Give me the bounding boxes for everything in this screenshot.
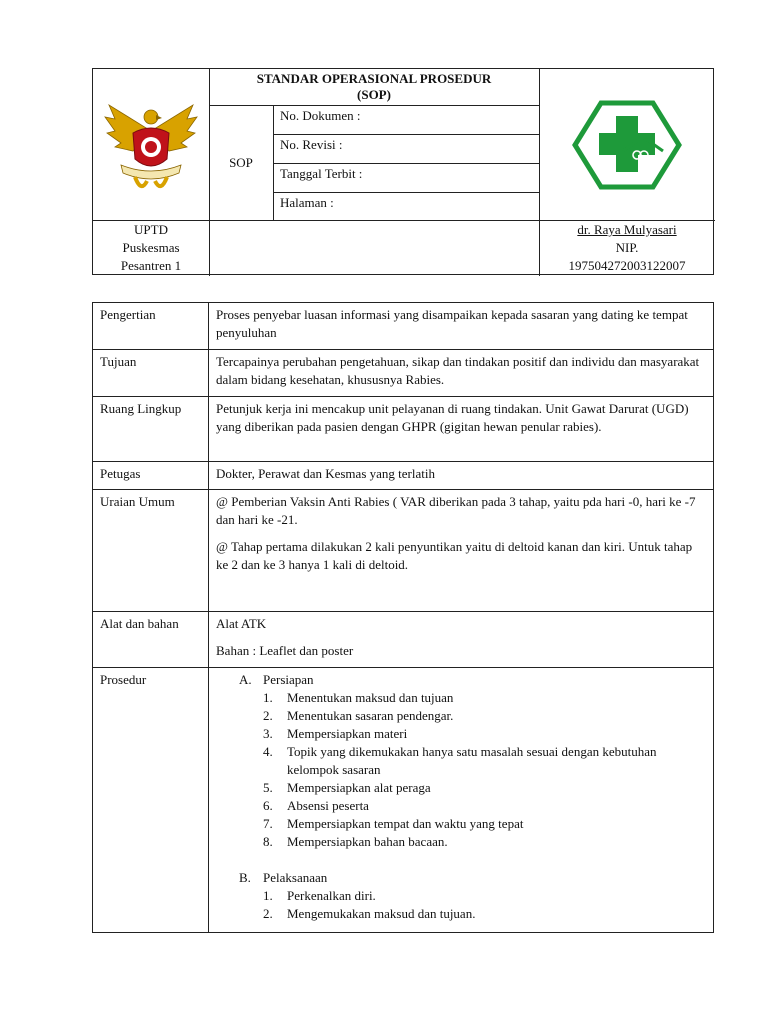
sop-header-table: [92, 68, 714, 275]
list-item-text: Topik yang dikemukakan hanya satu masalah sesuai dengan kebutuhan kelompok sasaran: [287, 744, 657, 777]
row-pengertian: [93, 303, 713, 350]
list-item-number: 8.: [263, 834, 273, 849]
list-item: [263, 743, 706, 779]
list-item-text: Menentukan sasaran pendengar.: [287, 708, 454, 723]
document-number-field: No. Dokumen :: [280, 108, 361, 123]
list-item: [263, 905, 706, 923]
puskesmas-logo: [539, 69, 715, 220]
row-label: Prosedur: [93, 668, 209, 932]
list-item-number: 1.: [263, 888, 273, 903]
row-content: Petunjuk kerja ini mencakup unit pelayanan di ruang tindakan. Unit Gawat Darurat (UGD) yang diberikan pada pasien dengan GHPR (gigitan hewan penular rabies).: [216, 401, 689, 434]
row-label: Tujuan: [93, 350, 209, 396]
list-item-number: 2.: [263, 906, 273, 921]
row-label: Petugas: [93, 462, 209, 489]
regency-emblem-logo: [93, 69, 209, 220]
section-heading: [239, 869, 706, 887]
row-content: Tercapainya perubahan pengetahuan, sikap dan tindakan positif dan individu dan masyarakat dalam bidang kesehatan, khususnya Rabies.: [216, 354, 700, 387]
list-item: [263, 887, 706, 905]
section-title: Pelaksanaan: [263, 870, 328, 885]
tools-text: Alat ATK: [216, 616, 267, 631]
paragraph: @ Pemberian Vaksin Anti Rabies ( VAR diberikan pada 3 tahap, yaitu pda hari -0, hari ke -7 dan hari ke -21.: [216, 494, 696, 527]
revision-number-field: No. Revisi :: [280, 137, 343, 152]
signatory-nip: 197504272003122007: [568, 258, 686, 273]
list-item-text: Mempersiapkan alat peraga: [287, 780, 431, 795]
list-item: [263, 689, 706, 707]
list-item-text: Perkenalkan diri.: [287, 888, 376, 903]
row-label: Alat dan bahan: [93, 612, 209, 667]
list-item-text: Menentukan maksud dan tujuan: [287, 690, 454, 705]
puskesmas-cross-icon: [571, 99, 683, 191]
list-item: [263, 779, 706, 797]
page-field: Halaman :: [280, 195, 334, 210]
row-label: Uraian Umum: [93, 490, 209, 611]
list-item-text: Absensi peserta: [287, 798, 369, 813]
signatory-block: [539, 220, 715, 276]
row-label: Pengertian: [93, 303, 209, 349]
list-item-text: Mengemukakan maksud dan tujuan.: [287, 906, 476, 921]
section-letter: A.: [239, 672, 252, 687]
list-item-number: 2.: [263, 708, 273, 723]
procedure-steps: [216, 671, 706, 923]
paragraph: @ Tahap pertama dilakukan 2 kali penyuntikan yaitu di deltoid kanan dan kiri. Untuk tahap ke 2 dan ke 3 hanya 1 kali di deltoid.: [216, 539, 693, 572]
row-prosedur: [93, 668, 713, 932]
list-item-text: Mempersiapkan bahan bacaan.: [287, 834, 448, 849]
signatory-name: dr. Raya Mulyasari: [577, 222, 677, 237]
preparation-list: [239, 689, 706, 851]
row-alat-bahan: [93, 612, 713, 668]
row-content: [209, 668, 713, 932]
row-content: [209, 490, 713, 611]
list-item: [263, 725, 706, 743]
document-title: [209, 69, 539, 105]
list-item: [263, 833, 706, 851]
signatory-nip-label: NIP.: [615, 240, 639, 255]
list-item-number: 4.: [263, 744, 273, 759]
row-content: [209, 612, 713, 667]
materials-text: Bahan : Leaflet dan poster: [216, 643, 354, 658]
issue-date-field: Tanggal Terbit :: [280, 166, 363, 181]
row-content: Dokter, Perawat dan Kesmas yang terlatih: [216, 466, 435, 481]
row-tujuan: [93, 350, 713, 397]
row-uraian-umum: [93, 490, 713, 612]
section-heading: [239, 671, 706, 689]
list-item: [263, 815, 706, 833]
row-content: Proses penyebar luasan informasi yang disampaikan kepada sasaran yang dating ke tempat penyuluhan: [216, 307, 688, 340]
organization-name: [93, 220, 209, 276]
section-letter: B.: [239, 870, 251, 885]
list-item-text: Mempersiapkan tempat dan waktu yang tepat: [287, 816, 524, 831]
sop-label-text: SOP: [229, 154, 253, 170]
list-item-number: 7.: [263, 816, 273, 831]
row-ruang-lingkup: [93, 397, 713, 462]
list-item-number: 3.: [263, 726, 273, 741]
org-line-1: UPTD: [134, 222, 168, 237]
list-item: [263, 797, 706, 815]
garuda-emblem-icon: [101, 93, 201, 197]
list-item: [263, 707, 706, 725]
org-line-3: Pesantren 1: [120, 258, 182, 273]
execution-list: [239, 887, 706, 923]
list-item-number: 5.: [263, 780, 273, 795]
list-item-text: Mempersiapkan materi: [287, 726, 408, 741]
org-line-2: Puskesmas: [122, 240, 180, 255]
title-line-2: (SOP): [357, 87, 391, 102]
list-item-number: 1.: [263, 690, 273, 705]
sop-content-table: [92, 302, 714, 933]
title-line-1: STANDAR OPERASIONAL PROSEDUR: [256, 71, 492, 86]
row-petugas: [93, 462, 713, 490]
row-label: Ruang Lingkup: [93, 397, 209, 461]
sop-label: [209, 105, 273, 220]
list-item-number: 6.: [263, 798, 273, 813]
section-title: Persiapan: [263, 672, 314, 687]
